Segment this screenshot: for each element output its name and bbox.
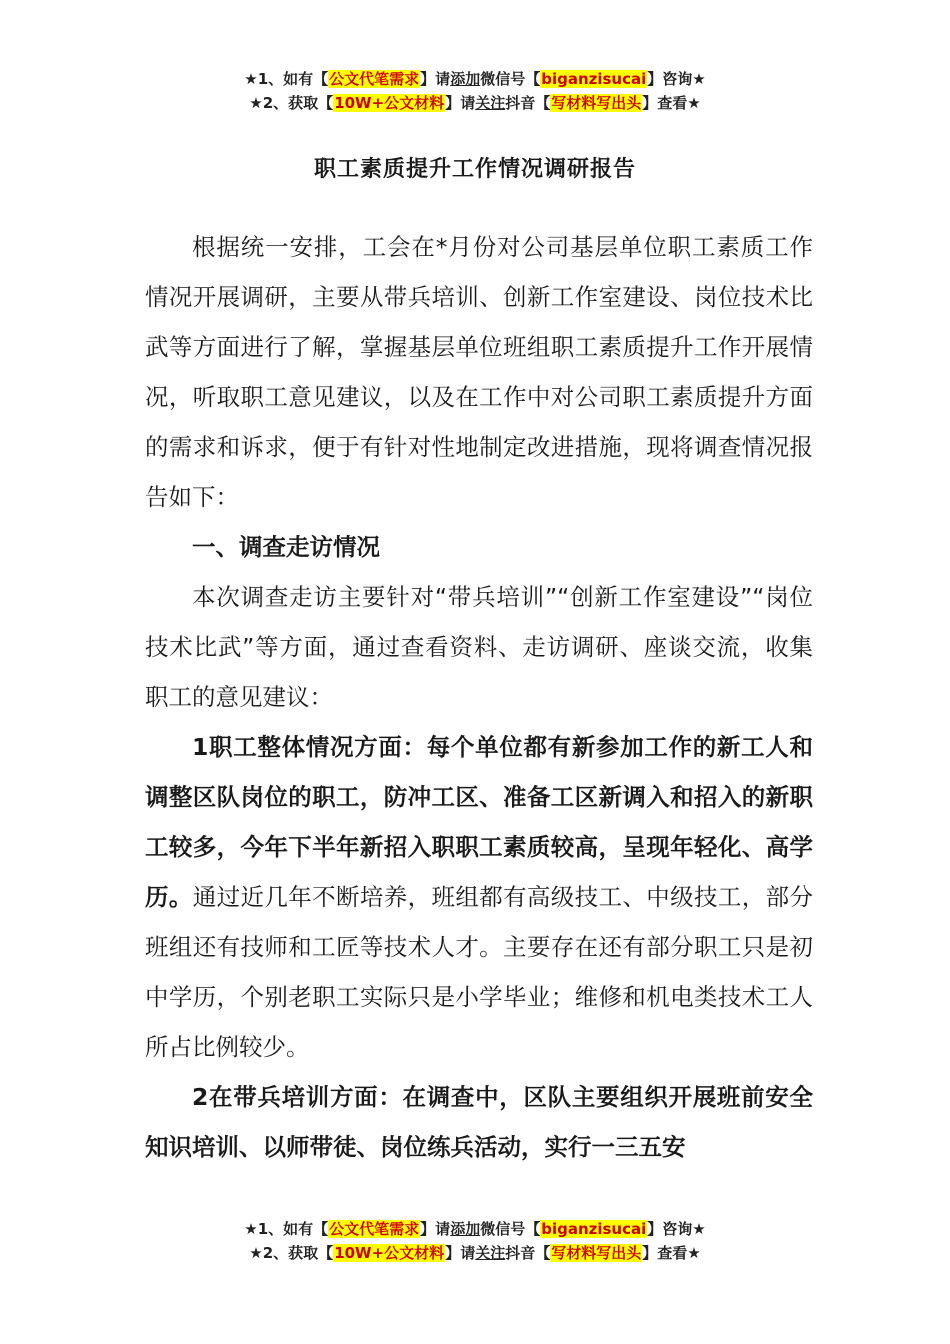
banner-text: ★1、如有【: [244, 1220, 329, 1238]
banner-line-2: [0, 1241, 950, 1265]
banner-text: ★2、获取【: [249, 1244, 334, 1262]
banner-douyin-id: 写材料写出头: [551, 94, 642, 112]
banner-text: 】请: [420, 70, 451, 88]
paragraph-intro: 根据统一安排，工会在*月份对公司基层单位职工素质工作情况开展调研，主要从带兵培训、创新工作室建设、岗位技术比武等方面进行了解，掌握基层单位班组职工素质提升工作开展情况，听取职工意见建议，以及在工作中对公司职工素质提升方面的需求和诉求，便于有针对性地制定改进措施，现将调查情况报告如下：: [145, 233, 813, 511]
banner-highlight: 公文代笔需求: [329, 70, 420, 88]
banner-text: 微信号【: [480, 70, 541, 88]
paragraph-overall: [145, 722, 813, 1072]
banner-text: 】查看★: [642, 1244, 701, 1262]
banner-text: 】查看★: [642, 94, 701, 112]
paragraph-lead-bold: 2在带兵培训方面：在调查中，区队主要组织开展班前安全知识培训、以师带徒、岗位练兵活动，实行一三五安: [145, 1083, 813, 1161]
banner-underlined: 关注: [475, 1244, 506, 1262]
banner-line-1: [0, 1217, 950, 1241]
header-banner: [0, 67, 950, 115]
banner-underlined: 添加: [450, 1220, 481, 1238]
paragraph-survey: 本次调查走访主要针对“带兵培训”“创新工作室建设”“岗位技术比武”等方面，通过查看资料、走访调研、座谈交流，收集职工的意见建议：: [145, 583, 813, 711]
banner-highlight: 10W+公文材料: [334, 94, 445, 112]
footer-banner: [0, 1217, 950, 1265]
banner-text: 】请: [420, 1220, 451, 1238]
paragraph-text: 通过近几年不断培养，班组都有高级技工、中级技工，部分班组还有技师和工匠等技术人才。主要存在还有部分职工只是初中学历，个别老职工实际只是小学毕业；维修和机电类技术工人所占比例较少。: [145, 883, 814, 1061]
banner-highlight: 10W+公文材料: [334, 1244, 445, 1262]
document-body: [145, 222, 813, 1172]
banner-douyin-id: 写材料写出头: [551, 1244, 642, 1262]
banner-text: 抖音【: [505, 1244, 551, 1262]
banner-text: ★1、如有【: [244, 70, 329, 88]
banner-text: ★2、获取【: [249, 94, 334, 112]
banner-underlined: 关注: [475, 94, 506, 112]
paragraph-training: [145, 1072, 813, 1172]
paragraph-lead-bold: 1职工整体情况方面：每个单位都有新参加工作的新工人和调整区队岗位的职工，防冲工区、准备工区新调入和招入的新职工较多，今年下半年新招入职职工素质较高，呈现年轻化、高学历。: [145, 733, 813, 911]
banner-line-1: [0, 67, 950, 91]
banner-text: 】咨询★: [647, 70, 706, 88]
banner-wechat-id: biganzisucai: [541, 1220, 647, 1238]
banner-underlined: 添加: [450, 70, 481, 88]
section-heading: 一、调查走访情况: [192, 533, 380, 561]
banner-text: 微信号【: [480, 1220, 541, 1238]
banner-wechat-id: biganzisucai: [541, 70, 647, 88]
banner-highlight: 公文代笔需求: [329, 1220, 420, 1238]
banner-text: 】请: [445, 94, 476, 112]
document-title: 职工素质提升工作情况调研报告: [313, 157, 636, 182]
banner-line-2: [0, 91, 950, 115]
banner-text: 】咨询★: [647, 1220, 706, 1238]
banner-text: 抖音【: [505, 94, 551, 112]
banner-text: 】请: [445, 1244, 476, 1262]
